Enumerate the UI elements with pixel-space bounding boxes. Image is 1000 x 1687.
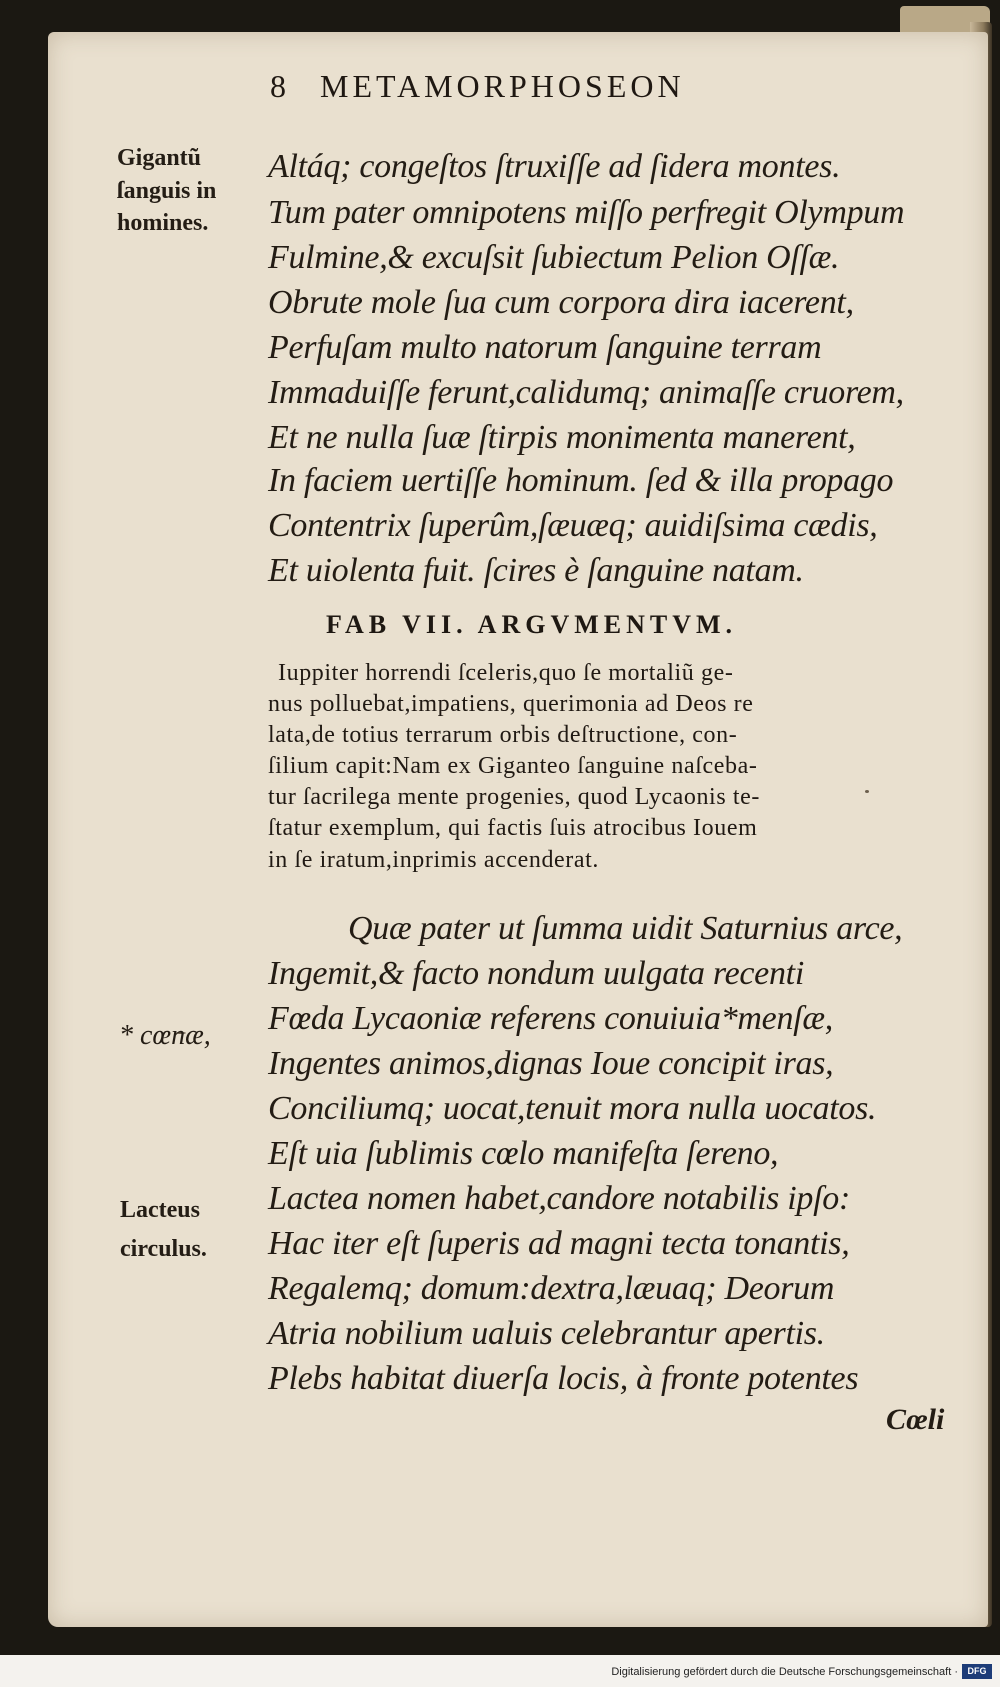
verse-line: Obrute mole ſua cum corpora dira iacerent, <box>268 284 854 321</box>
argument-line: Iuppiter horrendi ſceleris,quo ſe mortaliũ ge- <box>278 660 734 686</box>
ink-speck <box>865 790 869 793</box>
digitization-footer <box>0 1657 1000 1687</box>
catchword: Cœli <box>886 1403 945 1436</box>
margin-note-gigantum-3: homines. <box>117 210 209 236</box>
verse-line: Fœda Lycaoniæ referens conuiuia*menſæ, <box>268 1000 833 1037</box>
verse-line: Tum pater omnipotens miſſo perfregit Olympum <box>268 194 905 231</box>
verse-line: Conciliumq; uocat,tenuit mora nulla uocatos. <box>268 1090 877 1127</box>
margin-note-coenae: * cœnæ, <box>119 1020 211 1051</box>
verse-line: Altáq; congeſtos ſtruxiſſe ad ſidera montes. <box>268 148 841 185</box>
margin-note-lacteus-1: Lacteus <box>120 1197 200 1223</box>
verse-line: Fulmine,& excuſsit ſubiectum Pelion Oſſæ. <box>268 239 840 276</box>
argument-line: nus polluebat,impatiens, querimonia ad Deos re <box>268 691 754 717</box>
verse-line: Atria nobilium ualuis celebrantur apertis. <box>268 1315 825 1352</box>
margin-note-lacteus-2: circulus. <box>120 1236 207 1262</box>
running-head-title: METAMORPHOSEON <box>320 68 685 104</box>
running-head <box>270 70 685 102</box>
section-heading: FAB VII. ARGVMENTVM. <box>326 610 738 639</box>
verse-line: Plebs habitat diuerſa locis, à fronte potentes <box>268 1360 859 1397</box>
verse-line: Hac iter eſt ſuperis ad magni tecta tonantis, <box>268 1225 850 1262</box>
margin-note-gigantum-2: ſanguis in <box>117 178 217 204</box>
dfg-logo-icon: DFG <box>962 1664 992 1679</box>
argument-line: ſilium capit:Nam ex Giganteo ſanguine naſceba- <box>268 753 758 779</box>
verse-line: Ingemit,& facto nondum uulgata recenti <box>268 955 804 992</box>
argument-line: tur ſacrilega mente progenies, quod Lycaonis te- <box>268 784 760 810</box>
verse-line: Quæ pater ut ſumma uidit Saturnius arce, <box>348 910 903 947</box>
verse-line: Lactea nomen habet,candore notabilis ipſo: <box>268 1180 851 1217</box>
verse-line: Ingentes animos,dignas Ioue concipit iras, <box>268 1045 834 1082</box>
page-number: 8 <box>270 68 290 104</box>
verse-line: Contentrix ſuperûm,ſæuæq; auidiſsima cædis, <box>268 507 878 544</box>
argument-line: in ſe iratum,inprimis accenderat. <box>268 847 600 873</box>
verse-line: Immaduiſſe ferunt,calidumq; animaſſe cruorem, <box>268 374 904 411</box>
verse-line: Eſt uia ſublimis cœlo manifeſta ſereno, <box>268 1135 779 1172</box>
argument-line: lata,de totius terrarum orbis deſtructione, con- <box>268 722 738 748</box>
verse-line: In faciem uertiſſe hominum. ſed & illa propago <box>268 462 894 499</box>
footer-credit: Digitalisierung gefördert durch die Deutsche Forschungsgemeinschaft · <box>611 1666 958 1678</box>
verse-line: Regalemq; domum:dextra,læuaq; Deorum <box>268 1270 835 1307</box>
argument-line: ſtatur exemplum, qui factis ſuis atrocibus Iouem <box>268 815 758 841</box>
margin-note-gigantum-1: Gigantũ <box>117 145 202 171</box>
verse-line: Perfuſam multo natorum ſanguine terram <box>268 329 822 366</box>
verse-line: Et uiolenta fuit. ſcires è ſanguine natam. <box>268 552 804 589</box>
verse-line: Et ne nulla ſuæ ſtirpis monimenta manerent, <box>268 419 856 456</box>
